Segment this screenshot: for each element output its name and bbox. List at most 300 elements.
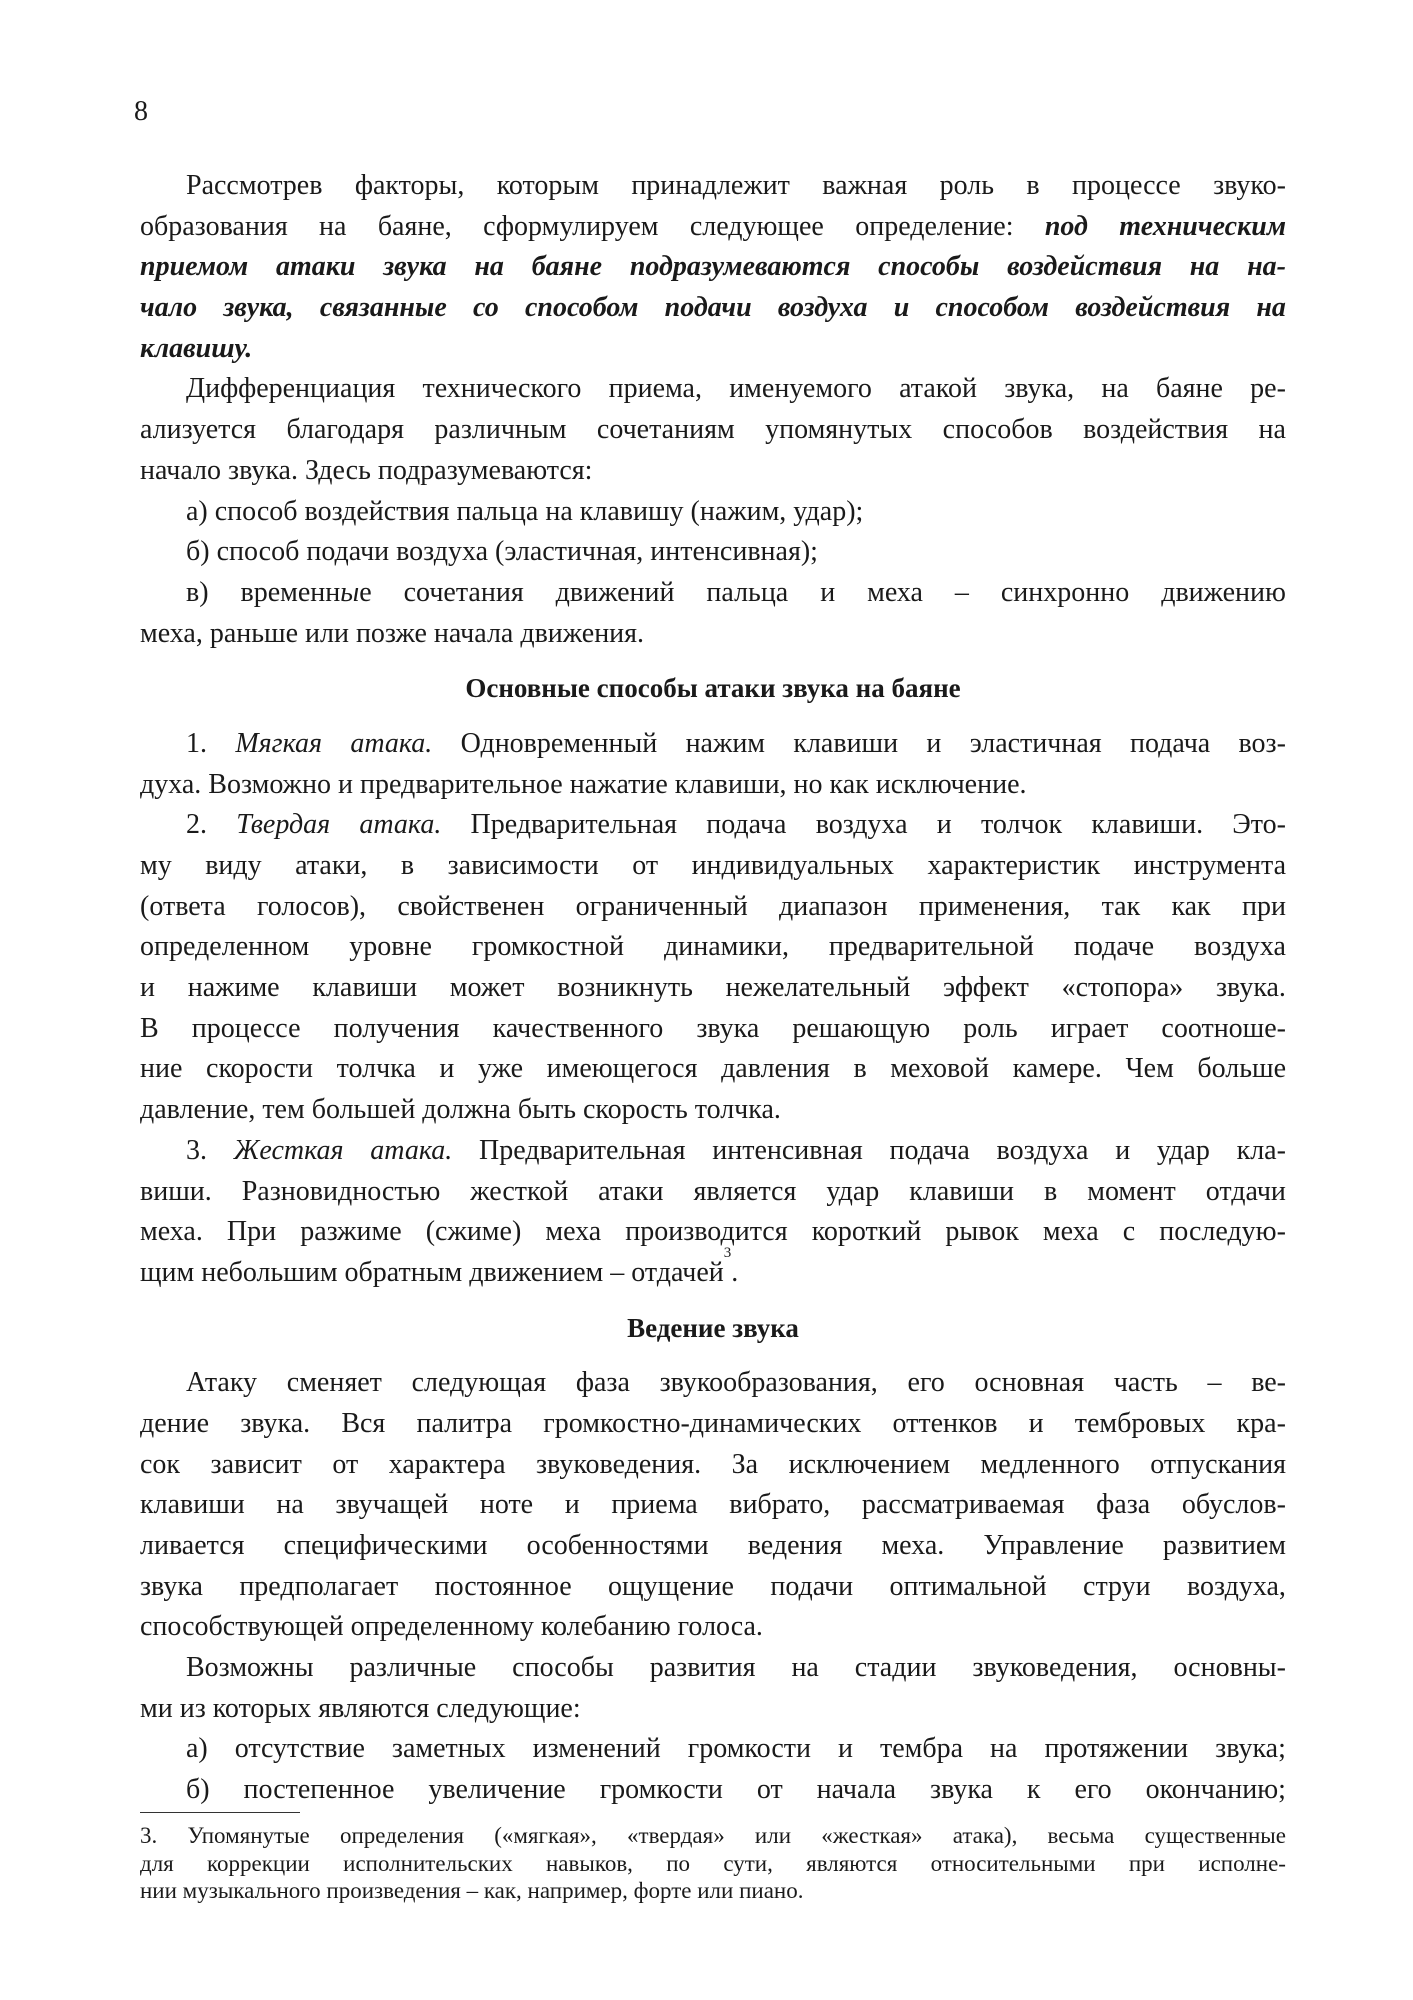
text-segment: воздуха xyxy=(996,1134,1089,1166)
word xyxy=(608,1567,734,1608)
text-segment: звукообразования, xyxy=(659,1367,878,1399)
text-line xyxy=(140,247,1286,288)
text-segment: звука, xyxy=(1004,373,1075,405)
text-segment: зависимости xyxy=(447,850,599,881)
word xyxy=(140,1049,182,1090)
emphasis-text: подачи xyxy=(664,292,752,324)
text-line xyxy=(140,573,1286,614)
text-segment: на xyxy=(990,1733,1018,1765)
word xyxy=(240,1404,310,1445)
text-segment: подачи xyxy=(770,1570,854,1602)
emphasis-text: техническим xyxy=(1119,210,1286,242)
text-segment: на xyxy=(791,1652,819,1684)
text-segment: так xyxy=(1101,890,1141,922)
text-segment: ализуется xyxy=(140,414,257,446)
section-heading: Основные способы атаки звука на баяне xyxy=(465,673,961,704)
text-segment: в xyxy=(1026,170,1040,201)
word xyxy=(140,1009,159,1050)
text-segment: навыков, xyxy=(545,1850,633,1876)
text-segment: приема xyxy=(611,1489,698,1521)
text-segment: имеющегося xyxy=(546,1053,698,1085)
word xyxy=(890,1049,989,1090)
text-segment: важная xyxy=(822,170,908,201)
text-segment: на xyxy=(319,210,347,242)
text-line xyxy=(140,805,1286,846)
text-segment: различные xyxy=(349,1652,477,1684)
text-segment: Дифференциация xyxy=(186,373,396,405)
text-segment: рассматриваемая xyxy=(861,1489,1065,1521)
text-segment: клавиши xyxy=(909,1175,1015,1207)
text-segment: существенные xyxy=(1144,1823,1286,1848)
word xyxy=(1027,1770,1041,1811)
word xyxy=(1134,846,1286,887)
text-segment: динамики, xyxy=(664,931,789,963)
page-number: 8 xyxy=(134,96,148,127)
text-segment: удар xyxy=(826,1175,880,1207)
emphasis-text: под xyxy=(1044,210,1088,242)
word xyxy=(1146,1770,1286,1811)
word xyxy=(770,1567,853,1608)
word xyxy=(1250,369,1286,410)
text-line xyxy=(140,887,1286,928)
word xyxy=(940,166,994,207)
emphasis-text: способом xyxy=(524,292,639,324)
word xyxy=(893,1404,998,1445)
word xyxy=(812,1212,922,1253)
word xyxy=(712,1131,863,1172)
word xyxy=(257,887,366,928)
text-segment: За xyxy=(731,1448,759,1480)
word xyxy=(855,207,1013,248)
word xyxy=(426,1212,522,1253)
text-line xyxy=(140,1689,1286,1730)
word xyxy=(335,1485,448,1526)
text-segment: атакой xyxy=(899,373,977,405)
text-segment: В xyxy=(140,1012,159,1044)
word xyxy=(186,1770,210,1811)
word xyxy=(706,573,788,614)
word xyxy=(227,1212,276,1253)
text-segment: ноте xyxy=(479,1489,534,1521)
text-line xyxy=(140,1877,1286,1905)
word xyxy=(899,369,977,410)
word xyxy=(140,846,172,887)
text-segment: в xyxy=(400,850,415,881)
text-segment: определение: xyxy=(855,210,1014,242)
word xyxy=(140,1850,174,1878)
text-segment: звуковедения, xyxy=(972,1652,1138,1684)
word xyxy=(547,1049,698,1090)
text-segment: является xyxy=(693,1175,797,1207)
text-segment: движений xyxy=(555,576,675,608)
text-segment: 3. xyxy=(186,1134,207,1166)
word xyxy=(820,573,835,614)
emphasis-text: на xyxy=(1189,251,1220,283)
word xyxy=(598,1172,663,1213)
text-segment: баяне xyxy=(1155,373,1223,405)
word xyxy=(693,1172,796,1213)
word xyxy=(235,1729,365,1770)
word xyxy=(686,724,765,765)
text-segment: может xyxy=(449,972,525,1004)
text-segment: пальца xyxy=(706,576,789,608)
word xyxy=(862,1485,1065,1526)
text-segment: «твердая» xyxy=(627,1823,725,1848)
word xyxy=(320,288,447,329)
word xyxy=(525,288,638,329)
text-segment: 2. xyxy=(186,809,207,841)
text-line xyxy=(140,451,1286,492)
word xyxy=(341,1404,385,1445)
text-line xyxy=(140,1850,1286,1878)
text-line xyxy=(140,288,1286,329)
word xyxy=(974,1363,1084,1404)
word xyxy=(1237,1404,1286,1445)
text-line xyxy=(140,492,1286,533)
text-segment: «стопора» xyxy=(1061,972,1184,1004)
text-line xyxy=(140,1404,1286,1445)
word xyxy=(474,247,504,288)
emphasis-text: атаки xyxy=(275,251,356,283)
text-segment: решающую xyxy=(792,1012,931,1044)
text-segment: 3. xyxy=(140,1823,158,1848)
paragraph xyxy=(140,166,1286,369)
word xyxy=(972,1648,1137,1689)
text-segment: голосов), xyxy=(256,890,367,922)
text-segment: качественного xyxy=(492,1012,664,1044)
text-line xyxy=(140,1445,1286,1486)
word xyxy=(1101,369,1128,410)
word xyxy=(416,1404,512,1445)
text-segment: ве- xyxy=(1251,1367,1286,1399)
text-segment: Предварительная xyxy=(470,809,678,841)
text-segment: жесткой xyxy=(470,1175,569,1207)
word xyxy=(792,1009,930,1050)
word xyxy=(706,805,786,846)
text-segment: с xyxy=(1122,1216,1136,1248)
text-segment: е xyxy=(359,576,372,608)
word xyxy=(359,805,441,846)
word xyxy=(1207,1363,1221,1404)
word xyxy=(343,1850,513,1878)
paragraph xyxy=(140,573,1286,654)
word xyxy=(597,410,735,451)
paragraph xyxy=(140,492,1286,533)
text-segment: атаки, xyxy=(295,850,368,881)
word xyxy=(955,573,969,614)
word xyxy=(926,724,941,765)
word xyxy=(855,1648,937,1689)
word xyxy=(532,247,602,288)
word xyxy=(1159,1212,1286,1253)
text-segment: ре- xyxy=(1250,373,1286,405)
word xyxy=(435,1567,572,1608)
word xyxy=(1001,573,1129,614)
word xyxy=(234,1131,344,1172)
word xyxy=(349,1648,476,1689)
text-segment: Управление xyxy=(983,1530,1124,1561)
word xyxy=(1123,1212,1135,1253)
text-segment: от xyxy=(332,1448,359,1480)
text-segment: исключением xyxy=(788,1448,951,1480)
text-segment: способы xyxy=(512,1652,614,1684)
text-segment: весьма xyxy=(1047,1823,1115,1848)
word xyxy=(186,1363,257,1404)
word xyxy=(140,887,226,928)
word xyxy=(479,1131,686,1172)
word xyxy=(1026,166,1039,207)
text-segment: часть xyxy=(1113,1367,1178,1399)
emphasis-text: звука xyxy=(383,251,447,283)
text-segment: образования xyxy=(140,210,288,242)
word xyxy=(494,1822,597,1850)
word xyxy=(334,1009,460,1050)
word xyxy=(1161,573,1286,614)
word xyxy=(726,968,911,1009)
word xyxy=(186,724,207,765)
word xyxy=(332,1445,358,1486)
paragraph xyxy=(140,369,1286,491)
text-line xyxy=(140,724,1286,765)
word xyxy=(211,1445,302,1486)
text-segment: являются xyxy=(806,1850,898,1876)
text-segment: момент xyxy=(1087,1175,1176,1207)
word xyxy=(983,1526,1123,1567)
text-segment: ние xyxy=(140,1053,183,1085)
text-segment: начала xyxy=(816,1774,897,1806)
word xyxy=(867,573,923,614)
word xyxy=(186,1131,207,1172)
word xyxy=(1213,166,1286,207)
text-segment: – xyxy=(1207,1367,1222,1399)
word xyxy=(1161,1009,1286,1050)
italic-term: Жесткая xyxy=(233,1134,344,1166)
word xyxy=(755,1822,791,1850)
word xyxy=(1075,288,1230,329)
word xyxy=(242,1172,441,1213)
text-segment: окончанию; xyxy=(1145,1774,1286,1806)
word xyxy=(392,1729,506,1770)
word xyxy=(140,1212,203,1253)
word xyxy=(1145,1822,1286,1850)
text-segment: на xyxy=(1258,414,1286,446)
text-segment: инструмента xyxy=(1133,850,1286,881)
word xyxy=(723,1850,773,1878)
text-segment: а) xyxy=(186,1733,208,1765)
word xyxy=(600,1770,723,1811)
word xyxy=(696,1009,759,1050)
word xyxy=(140,968,155,1009)
text-line xyxy=(140,1822,1286,1850)
word xyxy=(140,247,248,288)
text-segment: кла- xyxy=(1236,1134,1286,1166)
text-segment: отпускания xyxy=(1150,1448,1286,1480)
word xyxy=(1194,927,1286,968)
word xyxy=(894,288,910,329)
word xyxy=(312,968,417,1009)
text-segment: относительными xyxy=(930,1850,1096,1876)
word xyxy=(337,1049,416,1090)
text-segment: на xyxy=(1101,373,1129,405)
word xyxy=(650,1648,756,1689)
emphasis-text: звука, xyxy=(223,292,294,324)
word xyxy=(295,846,367,887)
text-segment: оптимальной xyxy=(889,1570,1047,1602)
paragraph xyxy=(140,1648,1286,1729)
emphasis-text: на- xyxy=(1247,251,1286,283)
word xyxy=(241,573,372,614)
word xyxy=(1190,247,1220,288)
text-segment: упомянутых xyxy=(765,414,913,446)
text-segment: щим небольшим обратным движением – отдачей xyxy=(140,1256,724,1288)
word xyxy=(473,288,499,329)
text-segment: звука xyxy=(140,1570,203,1602)
text-segment: скорости xyxy=(206,1053,313,1085)
word xyxy=(838,1729,853,1770)
text-segment: звука xyxy=(696,1012,760,1044)
word xyxy=(1247,247,1286,288)
text-segment: движению xyxy=(1161,576,1286,608)
text-segment: меха. xyxy=(140,1216,203,1248)
text-segment: или xyxy=(754,1823,792,1848)
text-segment: роль xyxy=(939,170,994,201)
word xyxy=(192,1009,301,1050)
text-segment: при xyxy=(1128,1850,1165,1876)
text-segment: давление, тем большей должна быть скорость толчка. xyxy=(140,1094,781,1126)
word xyxy=(816,805,908,846)
text-segment: – xyxy=(954,576,969,608)
text-segment: Упомянутые xyxy=(187,1823,310,1848)
word xyxy=(556,573,675,614)
italic-term: атака. xyxy=(359,809,442,841)
word xyxy=(186,805,207,846)
footnote xyxy=(140,1822,1286,1905)
word xyxy=(557,968,693,1009)
text-segment: Рассмотрев xyxy=(186,170,323,201)
italic-term: Мягкая xyxy=(235,727,322,759)
word xyxy=(140,288,197,329)
text-segment: давления xyxy=(721,1053,830,1085)
text-segment: Предварительная xyxy=(479,1134,686,1166)
word xyxy=(1163,1526,1286,1567)
text-segment: воздуха, xyxy=(1187,1570,1286,1602)
text-segment: исполнительских xyxy=(343,1850,513,1876)
word xyxy=(1130,724,1210,765)
word xyxy=(140,207,288,248)
text-segment: толчка xyxy=(336,1053,416,1085)
text-segment: фаза xyxy=(575,1367,630,1399)
word xyxy=(340,1822,464,1850)
text-segment: именуемого xyxy=(729,373,872,405)
word xyxy=(512,1648,614,1689)
word xyxy=(936,288,1049,329)
text-segment: воз- xyxy=(1238,727,1286,759)
text-segment: баяне, xyxy=(377,210,452,242)
text-segment: сути, xyxy=(723,1850,773,1876)
emphasis-text: способом xyxy=(935,292,1049,324)
word xyxy=(401,846,414,887)
text-segment: меха xyxy=(1042,1216,1099,1248)
word xyxy=(1013,1049,1102,1090)
text-segment: его xyxy=(907,1367,945,1399)
word xyxy=(664,927,789,968)
section-heading: Ведение звука xyxy=(627,1312,799,1343)
text-segment: струи xyxy=(1083,1570,1151,1602)
word xyxy=(930,1770,993,1811)
text-segment: играет xyxy=(1050,1012,1129,1044)
word xyxy=(244,1770,395,1811)
word xyxy=(937,805,952,846)
text-line xyxy=(140,614,1286,655)
word xyxy=(1074,927,1154,968)
text-segment: медленного xyxy=(980,1448,1120,1480)
word xyxy=(793,724,898,765)
word xyxy=(690,207,824,248)
word xyxy=(187,1822,309,1850)
word xyxy=(497,166,599,207)
word xyxy=(822,166,907,207)
text-segment: специфическими xyxy=(283,1530,488,1561)
text-segment: стадии xyxy=(854,1652,937,1684)
word xyxy=(826,1172,879,1213)
text-segment: фаза xyxy=(1096,1489,1151,1521)
paragraph xyxy=(140,1363,1286,1648)
text-segment: звуковедения. xyxy=(536,1448,702,1480)
text-line xyxy=(140,1363,1286,1404)
text-segment: . xyxy=(731,1256,739,1288)
text-segment: а) способ воздействия пальца на клавишу (нажим, удар); xyxy=(186,495,864,527)
text-segment: звука; xyxy=(1215,1733,1286,1765)
word xyxy=(1114,1363,1178,1404)
word xyxy=(1004,369,1074,410)
text-segment: и xyxy=(140,972,155,1004)
paragraph xyxy=(140,532,1286,573)
text-segment: меха, раньше или позже начала движения. xyxy=(140,617,645,649)
word xyxy=(300,1212,401,1253)
text-segment: При xyxy=(226,1216,277,1248)
paragraph xyxy=(140,805,1286,1131)
word xyxy=(945,1212,1018,1253)
text-line xyxy=(140,1244,1286,1294)
word xyxy=(806,1850,897,1878)
paragraph xyxy=(140,724,1286,805)
text-segment: уже xyxy=(477,1053,524,1085)
text-segment: процессе xyxy=(1072,170,1181,201)
text-segment: по xyxy=(666,1850,691,1876)
word xyxy=(1129,1850,1165,1878)
text-segment: предполагает xyxy=(239,1570,399,1602)
text-line xyxy=(140,1212,1286,1253)
text-segment: Одновременный xyxy=(460,727,658,759)
text-segment: и xyxy=(837,1733,853,1765)
word xyxy=(1029,1404,1044,1445)
emphasis-text: клавишу. xyxy=(140,332,253,364)
text-segment: и xyxy=(820,576,836,608)
text-segment: подача xyxy=(706,809,787,841)
text-segment: «жесткая» xyxy=(821,1823,923,1848)
text-segment: дение xyxy=(140,1407,210,1439)
word xyxy=(1083,1567,1151,1608)
word xyxy=(140,1485,245,1526)
word xyxy=(1087,1172,1176,1213)
word xyxy=(688,1729,811,1770)
paragraph xyxy=(140,1770,1286,1811)
text-segment: и xyxy=(564,1489,580,1521)
text-segment: нажим xyxy=(685,727,766,759)
word xyxy=(1062,968,1184,1009)
word xyxy=(981,805,1062,846)
text-segment: при xyxy=(1241,890,1286,922)
